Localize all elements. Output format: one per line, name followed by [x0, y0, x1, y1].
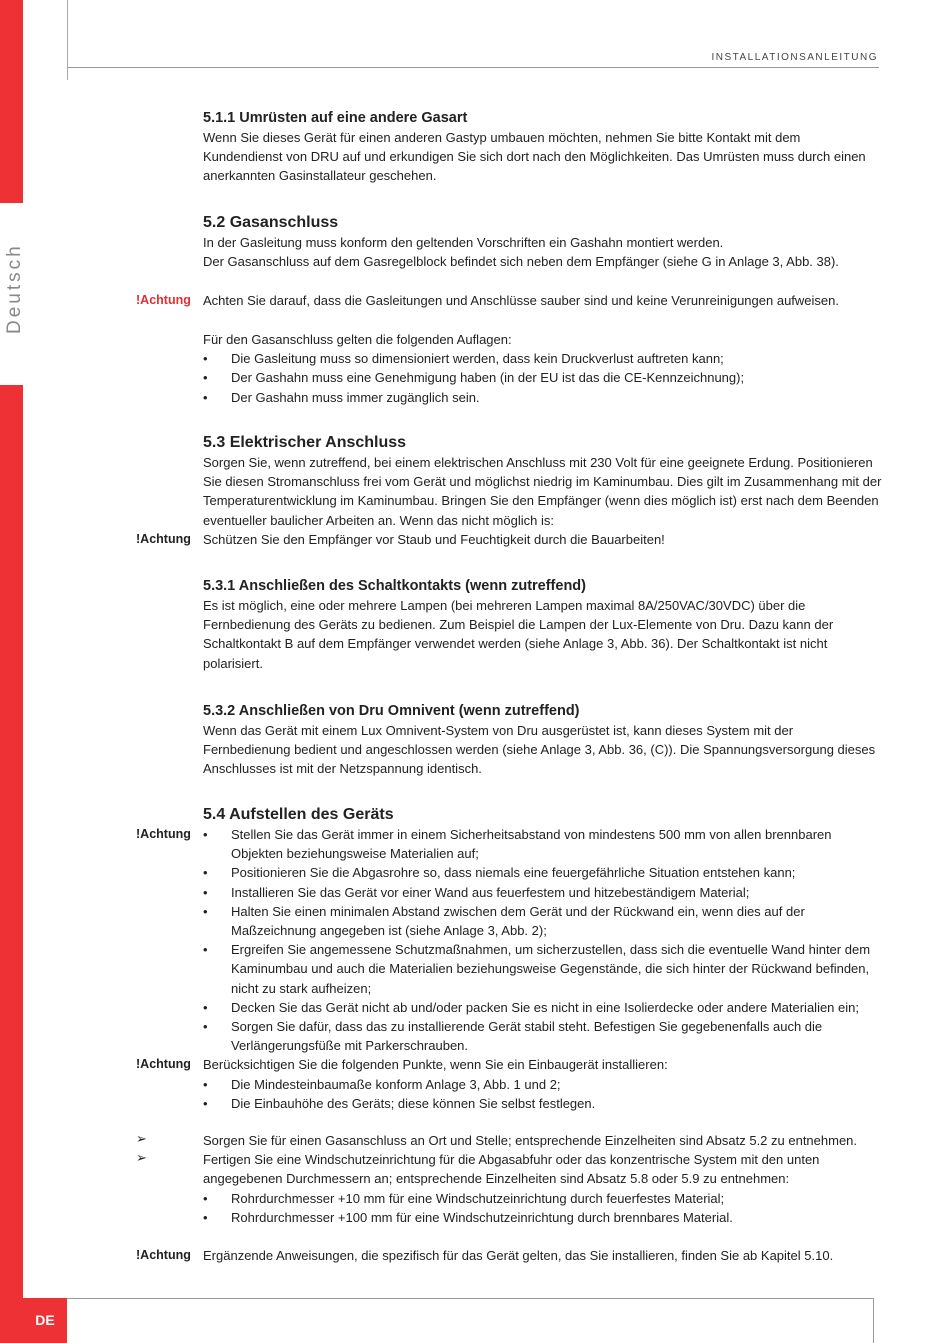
- section-title: 5.3 Elektrischer Anschluss: [203, 434, 407, 451]
- header-divider: [68, 67, 879, 68]
- section-title: 5.1.1 Umrüsten auf eine andere Gasart: [203, 110, 468, 126]
- footer-divider: [67, 1298, 874, 1299]
- section-text: Es ist möglich, eine oder mehrere Lampen (bei mehreren Lampen maximal 8A/250VAC/30VDC) über die Fernbedienung des Geräts zu bedienen. Zum Beispiel die Lampen der Lux-Elemente von Dru. Dazu kann der Schaltkontakt B auf dem Empfänger verwendet werden (siehe Anlage 3, Abb. 36). Der Schaltkontakt ist nicht polarisiert.: [203, 598, 834, 671]
- warning-label: !Achtung: [136, 532, 191, 546]
- warning-text: Schützen Sie den Empfänger vor Staub und Feuchtigkeit durch die Bauarbeiten!: [203, 531, 665, 547]
- arrow-bullet-icon: ➢: [136, 1150, 147, 1165]
- section-5-4: [203, 805, 883, 1113]
- arrow-item: Fertigen Sie eine Windschutzeinrichtung für die Abgasabfuhr oder das konzentrische System mit den unten angegebenen Durchmessern an; entsprechende Einzelheiten sind Absatz 5.8 oder 5.9 zu entnehmen:: [203, 1152, 820, 1187]
- warning-label: !Achtung: [136, 827, 191, 841]
- placement-list: [203, 825, 883, 1055]
- footer-divider-vertical: [873, 1298, 874, 1343]
- gas-requirements: [203, 330, 883, 407]
- page-header-title: INSTALLATIONSANLEITUNG: [711, 52, 878, 63]
- section-title: 5.3.1 Anschließen des Schaltkontakts (wenn zutreffend): [203, 578, 586, 594]
- list-item: • Rohrdurchmesser +10 mm für eine Windschutzeinrichtung durch feuerfestes Material;: [203, 1189, 883, 1208]
- list-item: • Stellen Sie das Gerät immer in einem Sicherheitsabstand von mindestens 500 mm von allen brennbaren Objekten beziehungsweise Materialien auf;: [203, 825, 883, 863]
- list-item: • Die Einbauhöhe des Geräts; diese können Sie selbst festlegen.: [203, 1094, 883, 1113]
- final-note-text: Ergänzende Anweisungen, die spezifisch für das Gerät gelten, das Sie installieren, finden Sie ab Kapitel 5.10.: [203, 1248, 834, 1263]
- section-5-1-1: [203, 109, 883, 186]
- arrow-bullet-icon: ➢: [136, 1131, 147, 1146]
- requirements-intro: Für den Gasanschluss gelten die folgenden Auflagen:: [203, 332, 512, 347]
- list-item: • Halten Sie einen minimalen Abstand zwischen dem Gerät und der Rückwand ein, wenn dies auf der Maßzeichnung angegeben ist (siehe Anlage 3, Abb. 2);: [203, 902, 883, 940]
- list-item: • Installieren Sie das Gerät vor einer Wand aus feuerfestem und hitzebeständigem Material;: [203, 883, 883, 902]
- section-title: 5.4 Aufstellen des Geräts: [203, 806, 394, 823]
- section-text: Wenn das Gerät mit einem Lux Omnivent-System von Dru ausgerüstet ist, kann dieses System mit der Fernbedienung bedient und angeschlossen werden (siehe Anlage 3, Abb. 36, (C)). Die Spannungsversorgung dieses Anschlusses ist mit der Netzspannung identisch.: [203, 723, 876, 777]
- section-text: Wenn Sie dieses Gerät für einen anderen Gastyp umbauen möchten, nehmen Sie bitte Kontakt mit dem Kundendienst von DRU auf und erkundigen Sie sich dort nach den Möglichkeiten. Das Umrüsten muss durch einen anerkannten Gasinstallateur geschehen.: [203, 130, 866, 184]
- language-label: Deutsch: [4, 243, 25, 334]
- diameter-list: [203, 1189, 883, 1227]
- page-number: DE: [35, 1312, 55, 1328]
- section-text: Sorgen Sie, wenn zutreffend, bei einem elektrischen Anschluss mit 230 Volt für eine geeignete Erdung. Positionieren Sie diesen Stromanschluss frei vom Gerät und möglichst niedrig im Kaminumbau. Dies gilt im Zusammenhang mit der Temperaturentwicklung im Kaminumbau. Bringen Sie den Empfänger (wenn dies möglich ist) erst nach dem Beenden eventueller baulicher Arbeiten an. Wenn das nicht möglich is:: [203, 455, 882, 528]
- warning-label: !Achtung: [136, 293, 191, 307]
- section-5-2: [203, 213, 883, 271]
- warning-label: !Achtung: [136, 1248, 191, 1262]
- list-item: • Die Mindesteinbaumaße konform Anlage 3, Abb. 1 und 2;: [203, 1075, 883, 1094]
- list-item: • Der Gashahn muss eine Genehmigung haben (in der EU ist das die CE-Kennzeichnung);: [203, 368, 883, 387]
- arrow-item: Sorgen Sie für einen Gasanschluss an Ort und Stelle; entsprechende Einzelheiten sind Absatz 5.2 zu entnehmen.: [203, 1133, 858, 1148]
- list-item: • Sorgen Sie dafür, dass das zu installierende Gerät stabil steht. Befestigen Sie gegebenenfalls auch die Verlängerungsfüße mit Parkerschrauben.: [203, 1017, 883, 1055]
- list-item: • Positionieren Sie die Abgasrohre so, dass niemals eine feuergefährliche Situation entstehen kann;: [203, 863, 883, 882]
- section-text-line2: Der Gasanschluss auf dem Gasregelblock befindet sich neben dem Empfänger (siehe G in Anlage 3, Abb. 38).: [203, 254, 839, 270]
- list-item: • Rohrdurchmesser +100 mm für eine Windschutzeinrichtung durch brennbares Material.: [203, 1208, 883, 1227]
- section-title: 5.2 Gasanschluss: [203, 214, 339, 231]
- section-5-3: [203, 433, 883, 549]
- section-title: 5.3.2 Anschließen von Dru Omnivent (wenn zutreffend): [203, 703, 580, 719]
- list-item: • Die Gasleitung muss so dimensioniert werden, dass kein Druckverlust auftreten kann;: [203, 349, 883, 368]
- einbau-intro: Berücksichtigen Sie die folgenden Punkte, wenn Sie ein Einbaugerät installieren:: [203, 1057, 668, 1073]
- requirements-list: [203, 349, 883, 407]
- installation-prerequisites: [203, 1131, 883, 1227]
- margin-rule: [67, 0, 68, 80]
- list-item: • Decken Sie das Gerät nicht ab und/oder packen Sie es nicht in eine Isolierdecke oder andere Materialien ein;: [203, 998, 883, 1017]
- sidebar-accent-bottom: [0, 385, 23, 1343]
- final-note: [203, 1246, 883, 1265]
- section-text-line1: In der Gasleitung muss konform den geltenden Vorschriften ein Gashahn montiert werden.: [203, 235, 724, 250]
- list-item: • Ergreifen Sie angemessene Schutzmaßnahmen, um sicherzustellen, dass sich die eventuelle Wand hinter dem Kaminumbau und auch die Materialien beziehungsweise Gegenstände, die sich hinter der Rückwand befinden, nicht zu stark aufheizen;: [203, 940, 883, 998]
- warning-label: !Achtung: [136, 1057, 191, 1071]
- warning-gas-clean: [203, 291, 883, 310]
- section-5-3-1: [203, 577, 883, 673]
- sidebar-accent-top: [0, 0, 23, 203]
- section-5-3-2: [203, 702, 883, 779]
- list-item: • Der Gashahn muss immer zugänglich sein.: [203, 388, 883, 407]
- einbau-list: [203, 1075, 883, 1113]
- warning-text: Achten Sie darauf, dass die Gasleitungen und Anschlüsse sauber sind und keine Verunreinigungen aufweisen.: [203, 293, 839, 308]
